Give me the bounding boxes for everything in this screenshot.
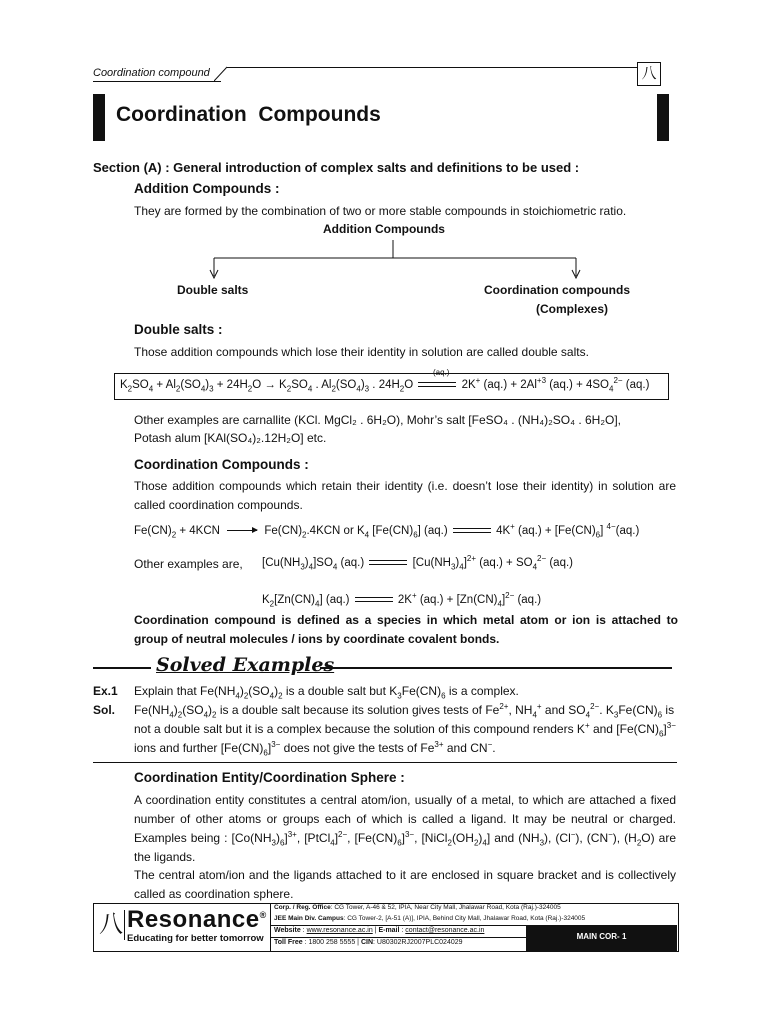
banner-rule-left	[93, 667, 151, 669]
solved-examples-banner: Solved Examples	[156, 654, 335, 676]
jee-text: : CG Tower-2, [A-51 (A)], IPIA, Behind City Mall, Jhalawar Road, Kota (Raj.)-324005	[343, 915, 586, 922]
tree-left: Double salts	[177, 283, 249, 297]
running-header: Coordination compound	[93, 67, 210, 79]
coordination-text: Those addition compounds which retain their identity (i.e. doesn’t lose their identity) in solution are called coordination compounds.	[134, 479, 676, 512]
coordination-definition: Coordination compound is defined as a species in which metal atom or ion is attached to group of neutral molecules / ions by coordinate covalent bonds.	[134, 613, 678, 646]
email-label: E-mail	[378, 927, 400, 934]
title-bar-left	[93, 94, 105, 141]
section-a-heading: Section (A) : General introduction of complex salts and definitions to be used :	[93, 160, 580, 175]
double-salts-other-2: Potash alum [KAl(SO₄)₂.12H₂O] etc.	[134, 431, 327, 445]
double-salts-text: Those addition compounds which lose their identity in solution are called double salts.	[134, 345, 589, 359]
double-salt-equation: $K_2SO_4 + Al_2(SO_4)_3 + 24H_2O \to K_2SO_4$ . $Al_2(SO_4)_3$ . $24H_2O$ 2K+ $(aq.) + 2Al^{+3}$ $(aq.) + 4SO_4^{2-}$ (aq.)	[120, 376, 650, 394]
tree-right-sub: (Complexes)	[536, 302, 609, 316]
entity-para-2: The central atom/ion and the ligands attached to it are enclosed in square bracket and is collectively called as coordination sphere.	[134, 868, 676, 901]
footer-tollfree-line: Toll Free : 1800 258 5555 | CIN: U80302RJ2007PLC024029	[274, 939, 463, 946]
tree-root: Addition Compounds	[323, 222, 445, 236]
website-label: Website	[274, 927, 301, 934]
page-number-label: MAIN COR- 1	[576, 932, 627, 941]
page-title: Coordination Compounds	[116, 103, 381, 126]
cin-number: U80302RJ2007PLC024029	[376, 939, 463, 946]
tree-right: Coordination compounds	[484, 283, 630, 297]
other-examples-label: Other examples are,	[134, 557, 243, 571]
title-bar-right	[657, 94, 669, 141]
header-rule	[93, 81, 221, 82]
double-salts-heading: Double salts :	[134, 322, 223, 337]
solution-line-2: not a double salt but it is a complex because the solution of this compound renders K+ and $[Fe(CN)_6]^{3-}$	[134, 721, 676, 739]
email-link[interactable]: contact@resonance.ac.in	[405, 927, 485, 934]
brand-text: Resonance	[127, 906, 260, 933]
ferrocyanide-equation: $Fe(CN)_2 + 4KCN$ $Fe(CN)_2.4KCN$ or $K_4$ $[Fe(CN)_6]$ (aq.) 4K+ $(aq.) + [Fe(CN)_6]$ $^{4-}$(aq.)	[134, 522, 640, 540]
section-divider	[93, 762, 677, 763]
footer-logo-icon: 八	[99, 911, 123, 938]
registered-mark: ®	[259, 910, 267, 920]
footer-row-divider-2	[271, 937, 526, 938]
addition-text: They are formed by the combination of two or more stable compounds in stoichiometric ratio.	[134, 204, 627, 218]
zinc-cyanide-equation: $K_2[Zn(CN)_4]$ (aq.) 2K+ $(aq.) + [Zn(CN)_4]^{2-}$ (aq.)	[262, 591, 542, 609]
resonance-logo-icon: 八	[641, 65, 657, 82]
footer-tagline: Educating for better tomorrow	[127, 933, 264, 944]
header-rule-slant	[214, 66, 228, 82]
entity-heading: Coordination Entity/Coordination Sphere :	[134, 770, 405, 785]
corp-text: : CG Tower, A-46 & 52, IPIA, Near City Mall, Jhalawar Road, Kota (Raj.)-324005	[330, 904, 561, 911]
banner-rule-right	[320, 667, 672, 669]
footer-contact-line: Website : www.resonance.ac.in | E-mail : contact@resonance.ac.in	[274, 927, 485, 934]
header-rule-top	[227, 67, 637, 68]
cin-label: CIN	[360, 939, 373, 946]
header-logo-box	[637, 62, 661, 86]
equation-aq-label: (aq.)	[433, 368, 450, 377]
footer-jee-line	[274, 915, 585, 922]
corp-label: Corp. / Reg. Office	[274, 904, 331, 911]
solution-line-3: ions and further $[Fe(CN)_6]^{3-}$ does not give the tests of $Fe^{3+}$ and CN−.	[134, 740, 496, 758]
solution-line-1: $Fe(NH_4)_2(SO_4)_2$ is a double salt because its solution gives tests of $Fe^{2+}$, $NH_4^+$ and $SO_4^{2-}$. $K_3Fe(CN)_6$ is	[134, 702, 675, 720]
tree-connector	[205, 240, 585, 280]
tollfree-label: Toll Free	[274, 939, 303, 946]
footer-brand-panel	[94, 904, 269, 950]
tollfree-number: 1800 258 5555	[308, 939, 356, 946]
solution-label: Sol.	[93, 703, 116, 717]
website-link[interactable]: www.resonance.ac.in	[306, 927, 373, 934]
coordination-heading: Coordination Compounds :	[134, 457, 309, 472]
entity-para-1: A coordination entity constitutes a central atom/ion, usually of a metal, to which are attached a fixed number of other atoms or groups each of which is called a ligand. It may be neutral or charged. Examples being : $[Co(NH_3)_6]^{3+}$, [PtCl$_4$]$^{2-}$, $[Fe(CN)_6]^{3-}$, $[NiCl_2(OH_2)_4]$ and $(NH_3)$, (Cl−), (CN−), $(H_2O)$ are the ligands.	[134, 793, 676, 864]
cuprammonium-equation: $[Cu(NH_3)_4]SO_4$ (aq.) $[Cu(NH_3)_4]^{2+}$ $(aq.) + SO_4^{2-}$ (aq.)	[262, 554, 573, 572]
example-question: Explain that $Fe(NH_4)_2(SO_4)_2$ is a double salt but $K_3Fe(CN)_6$ is a complex.	[134, 684, 519, 701]
footer-corp-line	[274, 904, 561, 911]
addition-heading: Addition Compounds :	[134, 181, 280, 196]
jee-label: JEE Main Div. Campus	[274, 915, 344, 922]
footer-divider-vertical	[270, 903, 271, 951]
example-label: Ex.1	[93, 684, 118, 698]
footer-brand-name	[127, 906, 267, 934]
double-salts-other-1: Other examples are carnallite (KCl. MgCl₂ . 6H₂O), Mohr’s salt [FeSO₄ . (NH₄)₂SO₄ . 6H₂O],	[134, 413, 622, 427]
